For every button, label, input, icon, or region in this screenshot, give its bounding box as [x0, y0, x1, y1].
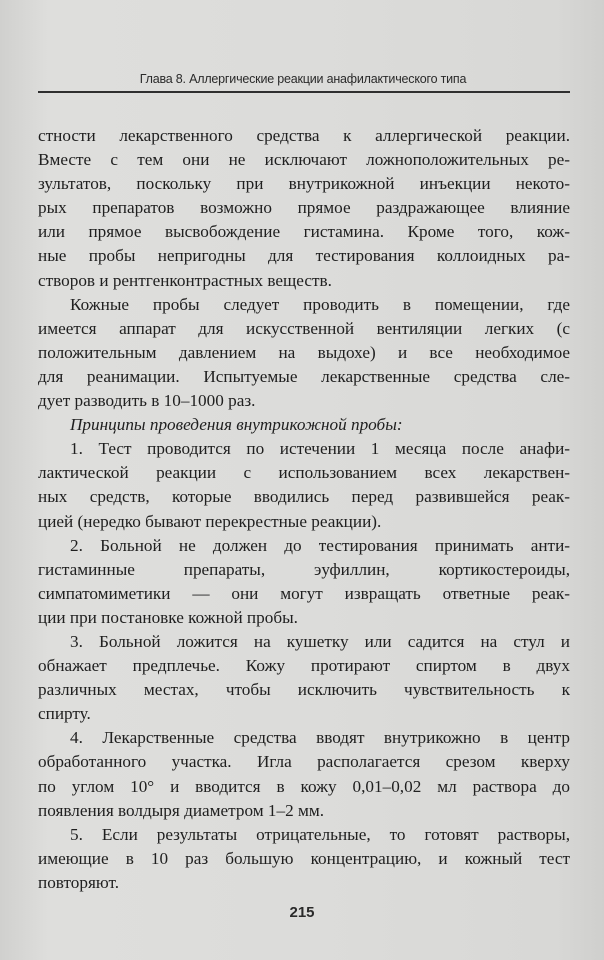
- list-item-3-line: 3. Больной ложится на кушетку или садится на стул и: [70, 631, 570, 651]
- page-body: [38, 124, 570, 895]
- text-line: Вместе с тем они не исключают ложноположительных ре-: [38, 150, 570, 170]
- text-line: цией (нередко бывают перекрестные реакции).: [38, 511, 382, 531]
- text-line: обнажает предплечье. Кожу протирают спиртом в двух: [38, 656, 570, 676]
- text-line: рых препаратов возможно прямое раздражающее влияние: [38, 198, 570, 218]
- text-line: повторяют.: [38, 872, 119, 892]
- text-line: ных средств, которые вводились перед развившейся реак-: [38, 487, 570, 507]
- paragraph-first-line: Кожные пробы следует проводить в помещении, где: [70, 294, 570, 314]
- text-line: обработанного участка. Игла располагается срезом кверху: [38, 752, 570, 772]
- text-line: различных местах, чтобы исключить чувствительность к: [38, 680, 570, 700]
- text-line: для реанимации. Испытуемые лекарственные средства сле-: [38, 366, 570, 386]
- text-line: стности лекарственного средства к аллергической реакции.: [38, 126, 570, 145]
- list-item-1-line: 1. Тест проводится по истечении 1 месяца после анафи-: [70, 439, 570, 459]
- text-line: ные пробы непригодны для тестирования коллоидных ра-: [38, 246, 570, 266]
- list-item-5-line: 5. Если результаты отрицательные, то готовят растворы,: [70, 824, 570, 844]
- section-subheading: Принципы проведения внутрикожной пробы:: [70, 415, 403, 435]
- list-item-2-line: 2. Больной не должен до тестирования принимать анти-: [70, 535, 570, 555]
- text-line: симпатомиметики — они могут извращать ответные реак-: [38, 583, 570, 603]
- list-item-4-line: 4. Лекарственные средства вводят внутрикожно в центр: [70, 728, 570, 748]
- text-line: имеющие в 10 раз большую концентрацию, и кожный тест: [38, 848, 570, 868]
- text-line: по углом 10° и вводится в кожу 0,01–0,02 мл раствора до: [38, 776, 570, 796]
- page-number: 215: [289, 904, 315, 921]
- header-rule: [38, 91, 570, 93]
- text-line: положительным давлением на выдохе) и все необходимое: [38, 342, 570, 362]
- text-line: появления волдыря диаметром 1–2 мм.: [38, 800, 325, 820]
- text-line: имеется аппарат для искусственной вентиляции легких (с: [38, 318, 570, 338]
- text-line: или прямое высвобождение гистамина. Кроме того, кож-: [38, 222, 570, 242]
- text-line: лактической реакции с использованием всех лекарствен-: [38, 463, 570, 483]
- text-line: ции при постановке кожной пробы.: [38, 607, 298, 627]
- text-line: зультатов, поскольку при внутрикожной инъекции некото-: [38, 174, 570, 194]
- running-header: Глава 8. Аллергические реакции анафилактического типа: [139, 72, 467, 86]
- text-line: гистаминные препараты, эуфиллин, кортикостероиды,: [38, 559, 570, 579]
- text-line: створов и рентгенконтрастных веществ.: [38, 270, 332, 290]
- text-line: спирту.: [38, 704, 91, 724]
- text-line: дует разводить в 10–1000 раз.: [38, 391, 256, 411]
